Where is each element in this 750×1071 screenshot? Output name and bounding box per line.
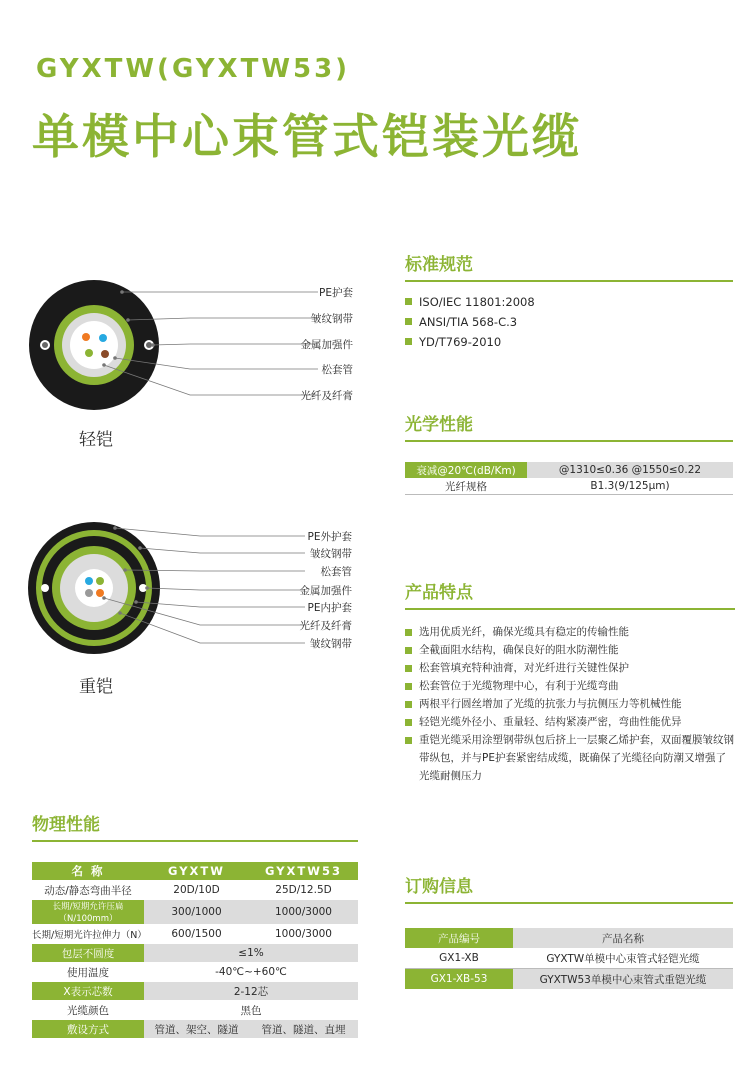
physical-header-name: 名 称: [32, 862, 144, 881]
standards-list: [405, 292, 733, 352]
features-list: [405, 623, 735, 785]
row-value-merged: 黑色: [144, 1001, 358, 1020]
table-row: [32, 1001, 358, 1020]
optical-attenuation-label: 衰减@20℃(dB/Km): [405, 462, 527, 478]
light-armor-diagram: [0, 265, 380, 455]
light-label-1: PE护套: [319, 287, 353, 299]
feature-item: 全截面阻水结构，确保良好的阻水防潮性能: [405, 641, 735, 659]
light-label-4: 松套管: [321, 364, 353, 376]
physical-table: [32, 862, 358, 1039]
physical-header-gyxtw: GYXTW: [144, 862, 249, 881]
table-header-row: [405, 928, 733, 948]
physical-header-gyxtw53: GYXTW53: [249, 862, 358, 881]
row-label: 长期/短期光许拉伸力（N）: [32, 925, 144, 944]
order-header-code: 产品编号: [405, 928, 513, 948]
row-value-merged: ≤1%: [144, 944, 358, 963]
order-divider: [405, 902, 733, 904]
standard-item: ISO/IEC 11801:2008: [405, 292, 733, 312]
table-row: [32, 963, 358, 982]
table-row: [405, 478, 733, 495]
order-table: [405, 928, 733, 989]
light-label-5: 光纤及纤膏: [300, 390, 353, 402]
table-row: [32, 1020, 358, 1039]
order-name: GYXTW单模中心束管式轻铠光缆: [546, 952, 700, 965]
heavy-label-6: 光纤及纤膏: [299, 620, 352, 632]
table-row: [405, 969, 733, 990]
row-label: 长期/短期允许压扁（N/100mm）: [32, 900, 144, 925]
fiber-gel-core: [70, 321, 118, 369]
row-value-b: 1000/3000: [249, 900, 358, 925]
row-value-merged: 2-12芯: [144, 982, 358, 1001]
heavy-label-3: 松套管: [320, 566, 352, 578]
table-row: [405, 948, 733, 969]
order-title: 订购信息: [405, 877, 473, 897]
table-row: [32, 881, 358, 900]
page-title: 单模中心束管式铠装光缆: [32, 110, 582, 165]
physical-title: 物理性能: [32, 815, 100, 835]
optical-title: 光学性能: [405, 415, 473, 435]
light-label-3: 金属加强件: [300, 339, 353, 351]
optical-divider: [405, 440, 733, 442]
row-value-a: 300/1000: [144, 900, 249, 925]
row-value-a: 管道、架空、隧道: [144, 1020, 249, 1039]
row-value-merged: -40℃~+60℃: [144, 963, 358, 982]
optical-fiber-label: 光纤规格: [445, 480, 487, 493]
table-row: [32, 900, 358, 925]
heavy-label-4: 金属加强件: [299, 585, 352, 597]
features-divider: [405, 608, 735, 610]
physical-divider: [32, 840, 358, 842]
optical-table: [405, 462, 733, 495]
strength-member-left: [41, 584, 49, 592]
row-value-b: 管道、隧道、直埋: [249, 1020, 358, 1039]
order-name: GYXTW53单模中心束管式重铠光缆: [513, 969, 733, 990]
order-code: GX1-XB: [439, 952, 479, 964]
table-row: [32, 982, 358, 1001]
feature-item: 松套管位于光缆物理中心，有利于光缆弯曲: [405, 677, 735, 695]
standards-title: 标准规范: [405, 255, 473, 275]
optical-section: [405, 410, 733, 495]
heavy-label-2: 皱纹钢带: [310, 548, 352, 560]
table-row: [405, 462, 733, 478]
row-label: 使用温度: [32, 963, 144, 982]
heavy-label-5: PE内护套: [307, 602, 352, 614]
feature-item: 轻铠光缆外径小、重量轻、结构紧凑严密，弯曲性能优异: [405, 713, 735, 731]
row-label: 光缆颜色: [32, 1001, 144, 1020]
feature-item: 松套管填充特种油膏，对光纤进行关键性保护: [405, 659, 735, 677]
light-label-2: 皱纹钢带: [311, 313, 353, 325]
heavy-armor-caption: 重铠: [79, 677, 113, 697]
standards-section: [405, 250, 733, 352]
row-value-b: 25D/12.5D: [249, 881, 358, 900]
row-value-a: 20D/10D: [144, 881, 249, 900]
standard-item: YD/T769-2010: [405, 332, 733, 352]
row-label: 包层不圆度: [32, 944, 144, 963]
feature-item: 两根平行圆丝增加了光缆的抗张力与抗侧压力等机械性能: [405, 695, 735, 713]
table-row: [32, 925, 358, 944]
heavy-label-7: 皱纹钢带: [310, 638, 352, 650]
row-label: 敷设方式: [32, 1020, 144, 1039]
features-section: [405, 578, 735, 785]
order-section: [405, 872, 733, 989]
standard-item: ANSI/TIA 568-C.3: [405, 312, 733, 332]
model-code: GYXTW(GYXTW53): [36, 54, 351, 84]
physical-section: [32, 810, 358, 1039]
fiber-gel: [75, 569, 113, 607]
features-title: 产品特点: [405, 583, 473, 603]
heavy-armor-diagram: [0, 518, 380, 698]
order-header-name: 产品名称: [513, 928, 733, 948]
row-label: X表示芯数: [32, 982, 144, 1001]
optical-fiber-value: B1.3(9/125μm): [590, 480, 670, 492]
feature-item: 选用优质光纤，确保光缆具有稳定的传输性能: [405, 623, 735, 641]
order-code: GX1-XB-53: [405, 969, 513, 990]
light-armor-caption: 轻铠: [79, 430, 113, 450]
table-header-row: [32, 862, 358, 881]
row-value-a: 600/1500: [144, 925, 249, 944]
optical-attenuation-value: @1310≤0.36 @1550≤0.22: [527, 462, 733, 478]
heavy-label-1: PE外护套: [307, 531, 352, 543]
feature-item: 重铠光缆采用涂塑钢带纵包后挤上一层聚乙烯护套，双面覆膜皱纹钢带纵包，并与PE护套紧密结成缆，既确保了光缆径向防潮又增强了光缆耐侧压力: [405, 731, 735, 785]
standards-divider: [405, 280, 733, 282]
table-row: [32, 944, 358, 963]
row-value-b: 1000/3000: [249, 925, 358, 944]
row-label: 动态/静态弯曲半径: [32, 881, 144, 900]
